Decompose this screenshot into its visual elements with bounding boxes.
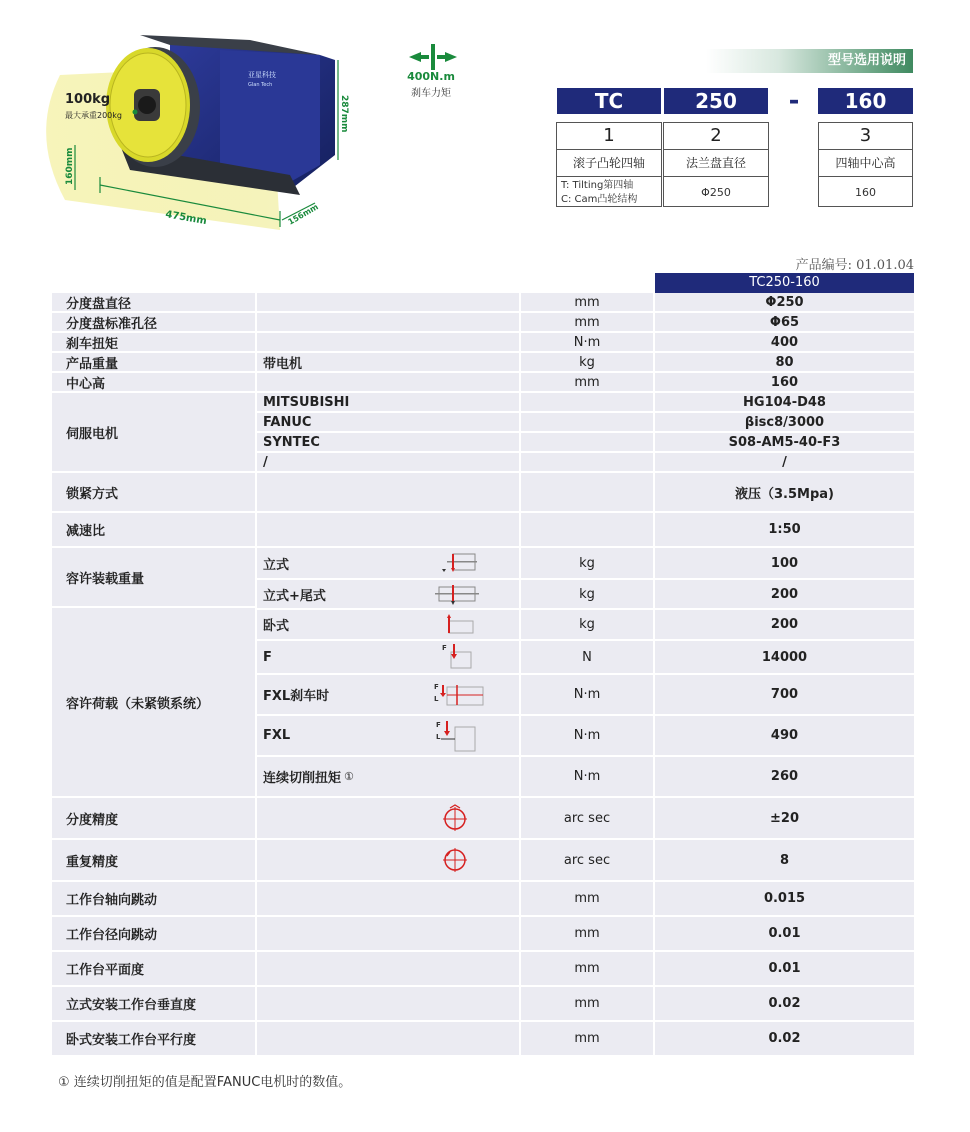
table-row bbox=[257, 757, 914, 798]
row-value: βisc8/3000 bbox=[655, 413, 914, 433]
row-sub bbox=[257, 798, 521, 840]
row-name: 产品重量 bbox=[52, 353, 257, 373]
table-row bbox=[257, 641, 914, 675]
row-sub bbox=[257, 513, 521, 548]
part-name: 四轴中心高 bbox=[819, 150, 912, 177]
table-row bbox=[52, 987, 914, 1022]
vertical-tailstock-icon bbox=[435, 582, 479, 606]
horizontal-mount-icon bbox=[439, 613, 479, 637]
row-name: 重复精度 bbox=[52, 840, 257, 882]
svg-text:F: F bbox=[434, 682, 439, 691]
brand-line2: Glan Tech bbox=[248, 82, 273, 88]
brake-torque-icon bbox=[405, 42, 461, 72]
table-row bbox=[257, 433, 914, 453]
table-row bbox=[257, 610, 914, 641]
load-weight-label: 容许装载重量 bbox=[52, 548, 257, 608]
table-row bbox=[52, 917, 914, 952]
table-row bbox=[52, 513, 914, 548]
row-sub-label: 连续切削扭矩 bbox=[263, 771, 342, 786]
row-value: ±20 bbox=[655, 798, 914, 840]
row-value: 液压（3.5Mpa) bbox=[655, 473, 914, 513]
model-header: TC250-160 bbox=[655, 273, 914, 293]
part-number: 1 bbox=[557, 123, 661, 150]
row-sub bbox=[257, 580, 521, 610]
row-unit bbox=[521, 453, 655, 473]
part-desc: 160 bbox=[855, 185, 876, 199]
row-unit: N·m bbox=[521, 757, 655, 798]
row-sub-label: 卧式 bbox=[263, 619, 290, 634]
footnote: ① 连续切削扭矩的值是配置FANUC电机时的数值。 bbox=[58, 1075, 352, 1090]
model-code-series: TC bbox=[557, 88, 661, 114]
row-unit: mm bbox=[521, 313, 655, 333]
row-unit bbox=[521, 433, 655, 453]
table-row bbox=[257, 675, 914, 716]
row-unit: N·m bbox=[521, 716, 655, 757]
axial-force-icon bbox=[439, 642, 479, 672]
brand-line1: 亚星科技 bbox=[248, 71, 276, 79]
row-value: S08-AM5-40-F3 bbox=[655, 433, 914, 453]
row-sub bbox=[257, 917, 521, 952]
row-name: 立式安装工作台垂直度 bbox=[52, 987, 257, 1022]
model-code-dash: - bbox=[788, 86, 800, 116]
part-desc-line: C: Cam凸轮结构 bbox=[561, 193, 638, 205]
row-unit: kg bbox=[521, 580, 655, 610]
row-sub bbox=[257, 882, 521, 917]
row-sub bbox=[257, 1022, 521, 1057]
row-unit: mm bbox=[521, 293, 655, 313]
table-row bbox=[52, 293, 914, 313]
row-sub-label: FXL bbox=[263, 728, 291, 743]
row-name: 分度精度 bbox=[52, 798, 257, 840]
load-value: 100kg bbox=[65, 92, 111, 107]
row-unit: arc sec bbox=[521, 798, 655, 840]
row-sub bbox=[257, 548, 521, 580]
model-code-center-height: 160 bbox=[818, 88, 913, 114]
table-row bbox=[257, 393, 914, 413]
row-sub bbox=[257, 641, 521, 675]
row-sub: FANUC bbox=[257, 413, 521, 433]
dim-center: 160mm bbox=[65, 147, 75, 185]
row-sub: MITSUBISHI bbox=[257, 393, 521, 413]
row-value: 400 bbox=[655, 333, 914, 353]
row-sub bbox=[257, 716, 521, 757]
row-unit: mm bbox=[521, 882, 655, 917]
part-desc-line: T: Tilting第四轴 bbox=[561, 179, 634, 191]
row-value: 260 bbox=[655, 757, 914, 798]
row-unit: kg bbox=[521, 548, 655, 580]
table-row bbox=[257, 716, 914, 757]
model-code-diameter: 250 bbox=[664, 88, 768, 114]
dim-width: 156mm bbox=[286, 202, 320, 227]
row-sub bbox=[257, 473, 521, 513]
row-sub: SYNTEC bbox=[257, 433, 521, 453]
row-sub-label: F bbox=[263, 649, 272, 665]
table-row bbox=[52, 840, 914, 882]
row-name: 分度盘直径 bbox=[52, 293, 257, 313]
code-part-1 bbox=[556, 122, 662, 207]
moment-icon bbox=[435, 719, 479, 753]
part-number: 2 bbox=[664, 123, 768, 150]
row-value: 200 bbox=[655, 610, 914, 641]
svg-text:F: F bbox=[442, 644, 447, 652]
row-unit: arc sec bbox=[521, 840, 655, 882]
row-unit: mm bbox=[521, 952, 655, 987]
row-value: Φ250 bbox=[655, 293, 914, 313]
table-row bbox=[52, 952, 914, 987]
table-row bbox=[52, 373, 914, 393]
row-unit: mm bbox=[521, 1022, 655, 1057]
row-unit: kg bbox=[521, 610, 655, 641]
row-value: 490 bbox=[655, 716, 914, 757]
row-name: 工作台平面度 bbox=[52, 952, 257, 987]
row-unit bbox=[521, 393, 655, 413]
table-row bbox=[257, 453, 914, 473]
row-sub bbox=[257, 373, 521, 393]
row-sub bbox=[257, 313, 521, 333]
row-value: 0.01 bbox=[655, 952, 914, 987]
row-value: 1:50 bbox=[655, 513, 914, 548]
row-value: 0.015 bbox=[655, 882, 914, 917]
row-name: 工作台径向跳动 bbox=[52, 917, 257, 952]
part-number: 3 bbox=[819, 123, 912, 150]
row-value: 14000 bbox=[655, 641, 914, 675]
dim-height: 287mm bbox=[339, 95, 349, 133]
row-sub-label: 立式 bbox=[263, 557, 290, 573]
row-value: 160 bbox=[655, 373, 914, 393]
row-name: 分度盘标准孔径 bbox=[52, 313, 257, 333]
row-unit bbox=[521, 513, 655, 548]
part-desc: Φ250 bbox=[701, 185, 731, 199]
brake-torque-value: 400N.m bbox=[407, 70, 455, 83]
row-value: 700 bbox=[655, 675, 914, 716]
table-row bbox=[52, 882, 914, 917]
footnote-mark: ① bbox=[344, 770, 354, 783]
row-sub bbox=[257, 333, 521, 353]
row-name: 卧式安装工作台平行度 bbox=[52, 1022, 257, 1057]
row-value: 0.02 bbox=[655, 1022, 914, 1057]
row-name: 减速比 bbox=[52, 513, 257, 548]
row-unit: kg bbox=[521, 353, 655, 373]
row-name: 刹车扭矩 bbox=[52, 333, 257, 353]
servo-motor-label: 伺服电机 bbox=[52, 393, 257, 473]
row-unit bbox=[521, 473, 655, 513]
row-unit bbox=[521, 413, 655, 433]
row-name: 工作台轴向跳动 bbox=[52, 882, 257, 917]
row-sub bbox=[257, 952, 521, 987]
row-value: Φ65 bbox=[655, 313, 914, 333]
row-sub: 带电机 bbox=[257, 353, 521, 373]
indexing-accuracy-icon bbox=[441, 804, 469, 832]
row-sub bbox=[257, 987, 521, 1022]
load-note: 最大承重200kg bbox=[65, 111, 122, 120]
row-value: HG104-D48 bbox=[655, 393, 914, 413]
row-unit: mm bbox=[521, 987, 655, 1022]
code-part-2 bbox=[663, 122, 769, 207]
table-row bbox=[52, 1022, 914, 1057]
dim-length: 475mm bbox=[164, 209, 208, 228]
svg-text:L: L bbox=[436, 732, 441, 741]
code-part-3 bbox=[818, 122, 913, 207]
row-sub bbox=[257, 757, 521, 798]
row-value: 0.01 bbox=[655, 917, 914, 952]
table-row bbox=[257, 548, 914, 580]
row-unit: N·m bbox=[521, 333, 655, 353]
table-row bbox=[52, 473, 914, 513]
table-row bbox=[52, 353, 914, 373]
row-sub bbox=[257, 610, 521, 641]
row-sub-label: FXL刹车时 bbox=[263, 689, 330, 704]
row-value: / bbox=[655, 453, 914, 473]
row-value: 80 bbox=[655, 353, 914, 373]
row-sub bbox=[257, 293, 521, 313]
vertical-mount-icon bbox=[439, 551, 479, 575]
table-row bbox=[52, 333, 914, 353]
table-row bbox=[257, 580, 914, 610]
part-name: 滚子凸轮四轴 bbox=[557, 150, 661, 177]
row-unit: N bbox=[521, 641, 655, 675]
load-force-label: 容许荷载（未紧锁系统） bbox=[52, 608, 257, 798]
row-sub bbox=[257, 840, 521, 882]
part-name: 法兰盘直径 bbox=[664, 150, 768, 177]
row-unit: mm bbox=[521, 917, 655, 952]
row-sub bbox=[257, 675, 521, 716]
part-desc bbox=[557, 177, 661, 208]
selection-title: 型号选用说明 bbox=[827, 53, 906, 68]
row-value: 100 bbox=[655, 548, 914, 580]
row-name: 中心高 bbox=[52, 373, 257, 393]
svg-text:F: F bbox=[436, 720, 441, 729]
row-sub: / bbox=[257, 453, 521, 473]
product-number: 产品编号: 01.01.04 bbox=[795, 258, 914, 273]
row-sub-label: 立式+尾式 bbox=[263, 588, 326, 604]
row-value: 200 bbox=[655, 580, 914, 610]
row-value: 0.02 bbox=[655, 987, 914, 1022]
table-row bbox=[52, 313, 914, 333]
moment-brake-icon bbox=[433, 681, 489, 709]
svg-text:L: L bbox=[434, 694, 439, 703]
row-unit: N·m bbox=[521, 675, 655, 716]
table-row bbox=[257, 413, 914, 433]
product-illustration bbox=[20, 25, 440, 265]
row-value: 8 bbox=[655, 840, 914, 882]
row-name: 锁紧方式 bbox=[52, 473, 257, 513]
repeat-accuracy-icon bbox=[441, 846, 469, 874]
brake-torque-label: 刹车力矩 bbox=[411, 88, 451, 99]
row-unit: mm bbox=[521, 373, 655, 393]
table-row bbox=[52, 798, 914, 840]
